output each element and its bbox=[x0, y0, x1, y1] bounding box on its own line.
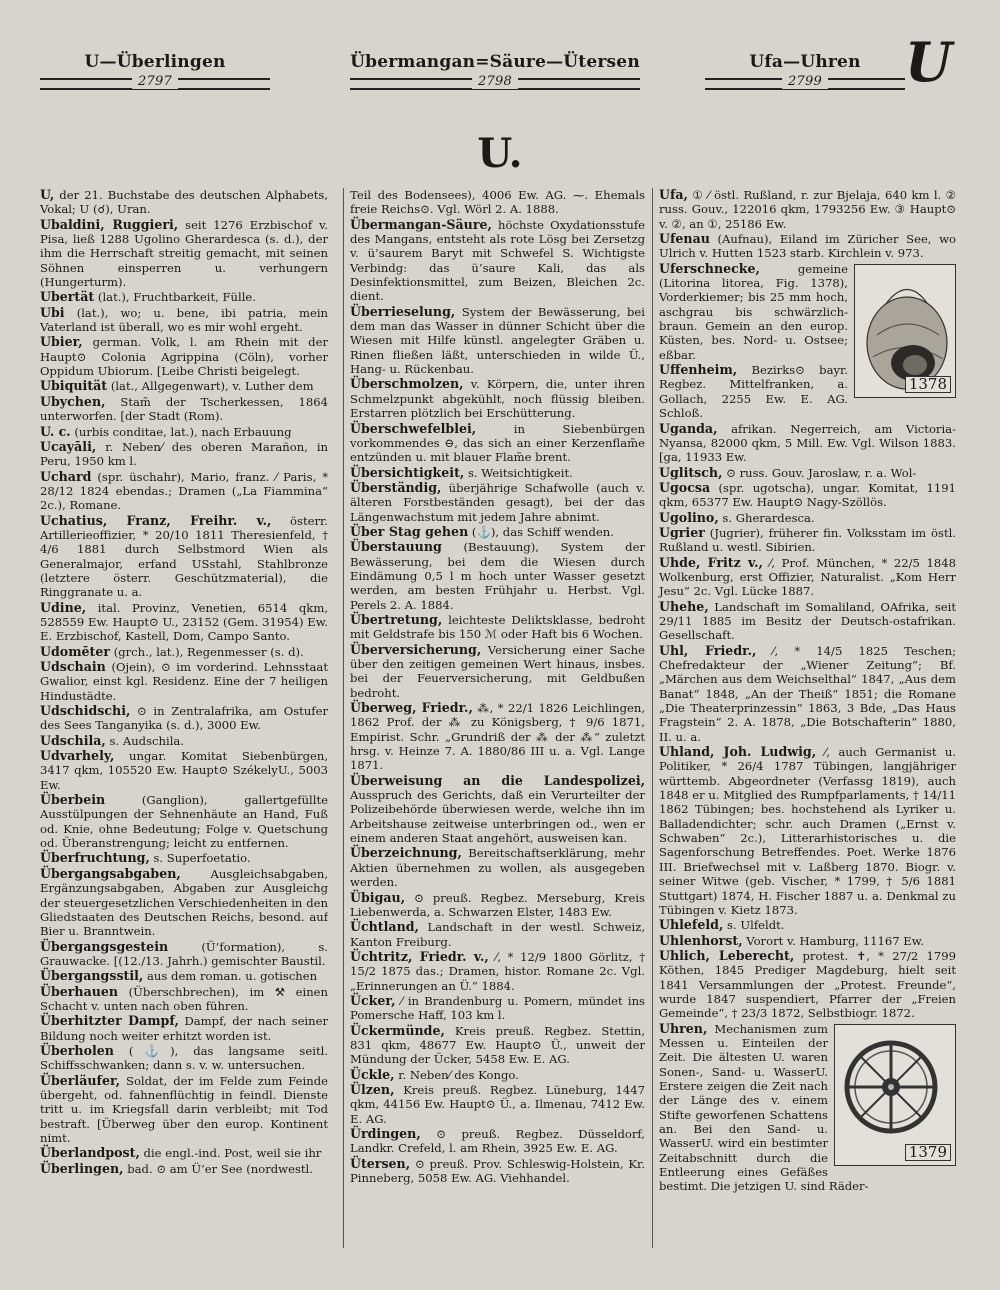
dictionary-entry bbox=[40, 514, 328, 600]
entry-text: (spr. ugotscha), ungar. Komitat, 1191 qkm, 65377 Ew. Haupt⊙ Nagy-Szöllös. bbox=[659, 480, 956, 510]
dictionary-entry bbox=[40, 969, 328, 983]
dictionary-entry bbox=[350, 613, 645, 642]
dictionary-entry bbox=[350, 1083, 645, 1126]
entry-text: österr. Artillerieoffizier, * 20/10 1811 Theresienfeld, † 4/6 1881 durch Selbstmord Wien als Generalmajor, erfand USstahl, Stahlbronze (letztere österr. Geschützmaterial), die Ringgranate u. a. bbox=[40, 513, 328, 600]
entry-headword: Ubaldini, Ruggieri, bbox=[40, 216, 179, 232]
entry-text: der 21. Buchstabe des deutschen Alphabets, Vokal; U (☌), Uran. bbox=[40, 188, 328, 217]
entry-headword: Uhland, Joh. Ludwig, bbox=[659, 744, 817, 760]
dictionary-entry bbox=[40, 601, 328, 644]
dictionary-entry bbox=[40, 867, 328, 939]
section-letter: U bbox=[905, 30, 953, 94]
entry-text: (Ojein), ⊙ im vorderind. Lehnsstaat Gwalior, einst kgl. Residenz. Eine der 7 heiligen Hindustädte. bbox=[40, 660, 328, 703]
entry-text: gemeine (Litorina litorea, Fig. 1378), Vorderkiemer; bis 25 mm hoch, aschgrau bis schwärzlich-braun. Gemein an den europ. Küsten, bes. Nord- u. Ostsee; eßbar. bbox=[659, 261, 848, 362]
dictionary-entry bbox=[659, 1022, 956, 1194]
entry-headword: Ufa, bbox=[659, 188, 688, 202]
dictionary-entry bbox=[40, 306, 328, 335]
entry-headword: Uchard bbox=[40, 468, 92, 484]
page-number-left: 2797 bbox=[132, 74, 178, 89]
entry-text: Kreis preuß. Regbez. Stettin, 831 qkm, 48677 Ew. Haupt⊙ Ü., unweit der Mündung der Ücker, 5458 Ew. E. AG. bbox=[350, 1023, 645, 1067]
entry-headword: Ürdingen, bbox=[350, 1126, 421, 1141]
entry-headword: Uhl, Friedr., bbox=[659, 642, 757, 658]
dictionary-entry bbox=[40, 425, 328, 439]
entry-text: s. Ulfeldt. bbox=[727, 918, 785, 933]
entry-headword: Überlingen, bbox=[40, 1160, 124, 1176]
entry-text: ⁄, Prof. München, * 22/5 1848 Wolkenburg, erst Offizier, Naturalist. „Kom Herr Jesu“ 2c. Vgl. Lücke 1887. bbox=[659, 555, 956, 599]
dictionary-entry bbox=[659, 600, 956, 643]
entry-text: Bezirks⊙ bayr. Regbez. Mittelfranken, a. Gollach, 2255 Ew. E. AG. Schloß. bbox=[659, 363, 849, 421]
entry-headword: Uchatius, Franz, Freihr. v., bbox=[40, 512, 272, 528]
entry-text: german. Volk, l. am Rhein mit der Haupt⊙ Colonia Agrippina (Cöln), vorher Oppidum Ubiorum. [Leibe Christi beigelegt. bbox=[40, 335, 328, 379]
header-center bbox=[350, 52, 640, 90]
entry-text: ⁄, * 12/9 1800 Görlitz, † 15/2 1875 das.; Dramen, histor. Romane 2c. Vgl. „Erinnerungen an Ü.“ 1884. bbox=[350, 949, 645, 993]
entry-headword: Uhehe, bbox=[659, 598, 709, 614]
dictionary-entry bbox=[659, 481, 956, 510]
entry-headword: Überfruchtung, bbox=[40, 850, 150, 866]
entry-text: Kreis preuß. Regbez. Lüneburg, 1447 qkm, 44156 Ew. Haupt⊙ Ü., a. Ilmenau, 7412 Ew. E. AG. bbox=[350, 1082, 645, 1126]
entry-headword: U. c. bbox=[40, 423, 71, 439]
entry-headword: Ugrier bbox=[659, 524, 705, 540]
entry-text: in Siebenbürgen vorkommendes ⊖, das sich an einer Kerzenflam̃e entzünden u. mit blauer Flam̃e brent. bbox=[350, 421, 645, 465]
header-right-rule bbox=[705, 74, 905, 90]
entry-text: Dampf, der nach seiner Bildung noch weiter erhitzt worden ist. bbox=[40, 1014, 328, 1043]
entry-text: s. Superfoetatio. bbox=[153, 851, 251, 866]
dictionary-entry bbox=[659, 949, 956, 1021]
entry-headword: Uganda, bbox=[659, 420, 718, 436]
entry-headword: Uglitsch, bbox=[659, 464, 723, 480]
header-left bbox=[40, 52, 270, 90]
dictionary-entry bbox=[659, 918, 956, 932]
column-1 bbox=[40, 188, 328, 1248]
clock-wheel-illustration bbox=[834, 1024, 956, 1166]
entry-text: Ausgleichsabgaben, Ergänzungsabgaben, Abgaben zur Ausgleichg der steuergesetzlichen Verschiedenheiten in den Gliedstaaten des Deutschen Reichs, besond. auf Bier u. Branntwein. bbox=[40, 866, 328, 939]
dictionary-entry bbox=[350, 481, 645, 524]
dictionary-entry bbox=[350, 891, 645, 920]
entry-text: Soldat, der im Felde zum Feinde übergeht, od. fahnenflüchtig in feindl. Dienste tritt u. im Kriegsfall darin verbleibt; mit Tod bestraft. [Überweg über den europ. Kontinent nimt. bbox=[40, 1073, 328, 1145]
entry-headword: Udschila, bbox=[40, 732, 106, 748]
entry-headword: U, bbox=[40, 188, 55, 202]
entry-headword: Überzeichnung, bbox=[350, 845, 462, 861]
entry-text: ⊙ preuß. Regbez. Düsseldorf, Landkr. Crefeld, l. am Rhein, 3925 Ew. E. AG. bbox=[350, 1127, 645, 1156]
entry-text: (spr. üschahr), Mario, franz. ⁄ Paris, * 28/12 1824 ebendas.; Dramen („La Fiammina“ 2c.), Romane. bbox=[40, 469, 328, 513]
entry-text: (lat.), Fruchtbarkeit, Fülle. bbox=[97, 290, 256, 305]
entry-headword: Übertretung, bbox=[350, 611, 443, 627]
dictionary-entry bbox=[40, 704, 328, 733]
entry-text: ital. Provinz, Venetien, 6514 qkm, 528559 Ew. Haupt⊙ U., 23152 (Gem. 31954) Ew. E. Erzbischof, Kastell, Dom, Campo Santo. bbox=[40, 600, 328, 644]
entry-text: leichteste Deliktsklasse, bedroht mit Geldstrafe bis 150 ℳ oder Haft bis 6 Wochen. bbox=[350, 612, 645, 642]
entry-text: ⊙ russ. Gouv. Jaroslaw, r. a. Wol- bbox=[726, 465, 917, 480]
entry-text: ⁄ in Brandenburg u. Pomern, mündet ins Pomersche Haff, 103 km l. bbox=[350, 993, 645, 1023]
entry-text: (⚓), das Schiff wenden. bbox=[471, 524, 614, 539]
dictionary-entry bbox=[350, 525, 645, 539]
entry-headword: Ücker, bbox=[350, 992, 396, 1008]
dictionary-entry bbox=[40, 470, 328, 513]
entry-text: Bereitschaftserklärung, mehr Aktien übernehmen zu wollen, als ausgegeben werden. bbox=[350, 846, 645, 890]
entry-text: Landschaft in der westl. Schweiz, Kanton Freiburg. bbox=[350, 920, 645, 949]
dictionary-entry bbox=[40, 1074, 328, 1146]
entry-text: (Überschbrechen), im ⚒ einen Schacht v. unten nach oben führen. bbox=[40, 984, 328, 1013]
dictionary-entry bbox=[40, 749, 328, 792]
dictionary-entry bbox=[40, 1162, 328, 1176]
entry-text: System der Bewässerung, bei dem man das Wasser in dünner Schicht über die Wiesen mit Hilfe künstl. angelegter Gräben u. Rinen fließen läßt, unterschieden in wilde Ü., Hang- u. Rückenbau. bbox=[350, 304, 645, 377]
entry-headword: Ubier, bbox=[40, 334, 83, 350]
dictionary-entry bbox=[40, 379, 328, 393]
dictionary-entry bbox=[350, 994, 645, 1023]
entry-headword: Udschidschi, bbox=[40, 703, 131, 719]
dictionary-entry bbox=[40, 440, 328, 469]
dictionary-entry bbox=[350, 305, 645, 377]
dictionary-entry bbox=[350, 218, 645, 304]
header-left-rule bbox=[40, 74, 270, 90]
entry-headword: Ubiquität bbox=[40, 378, 108, 394]
entry-headword: Uhlenhorst, bbox=[659, 932, 743, 948]
entry-headword: Üchtritz, Friedr. v., bbox=[350, 948, 489, 964]
entry-headword: Uffenheim, bbox=[659, 362, 738, 378]
dictionary-entry bbox=[659, 526, 956, 555]
entry-headword: Übergangsgestein bbox=[40, 938, 169, 954]
dictionary-entry bbox=[350, 1024, 645, 1067]
dictionary-entry bbox=[659, 466, 956, 480]
column-2 bbox=[343, 188, 645, 1248]
entry-headword: Überschmolzen, bbox=[350, 376, 464, 392]
entry-text: seit 1276 Erzbischof v. Pisa, ließ 1288 Ugolino Gherardesca (s. d.), der ihm die Herrschaft streitig gemacht, mit seinen Söhnen einsperren u. verhungern (Hungerturm). bbox=[40, 217, 328, 290]
entry-headword: Übersichtigkeit, bbox=[350, 464, 465, 480]
entry-text: Landschaft im Somaliland, OAfrika, seit 29/11 1885 im Besitz der Deutsch-ostafrikan. Gesellschaft. bbox=[659, 599, 956, 643]
entry-headword: Ückermünde, bbox=[350, 1022, 445, 1038]
entry-text: (Bestauung), System der Bewässerung, bei dem die Wiesen durch Eindämung 0,5 l m hoch unter Wasser gesetzt werden, am besten Frühjahr u. Herbst. Vgl. Perels 2. A. 1884. bbox=[350, 540, 645, 612]
dictionary-entry bbox=[350, 950, 645, 993]
entry-headword: Übergangsstil, bbox=[40, 968, 144, 984]
header-left-title: U—Überlingen bbox=[84, 52, 226, 72]
entry-headword: Übermangan-Säure, bbox=[350, 216, 492, 232]
dictionary-entry bbox=[40, 734, 328, 748]
dictionary-entry bbox=[350, 701, 645, 773]
text-columns bbox=[40, 188, 956, 1248]
periwinkle-snail-illustration bbox=[854, 264, 956, 398]
entry-headword: Uhlefeld, bbox=[659, 917, 724, 933]
page-header bbox=[40, 52, 940, 112]
entry-headword: Ütersen, bbox=[350, 1155, 411, 1171]
entry-headword: Ugolino, bbox=[659, 509, 719, 525]
entry-headword: Überholen bbox=[40, 1042, 114, 1058]
entry-text: ⊙ preuß. Prov. Schleswig-Holstein, Kr. Pinneberg, 5058 Ew. AG. Viehhandel. bbox=[350, 1156, 645, 1186]
dictionary-entry bbox=[40, 395, 328, 424]
page-number-center: 2798 bbox=[472, 74, 518, 89]
entry-text: (Ganglion), gallertgefüllte Ausstülpungen der Sehnenhäute an Hand, Fuß od. Knie, ohne Bedeutung; Folge v. Quetschung od. Überanstrengung; leicht zu entfernen. bbox=[40, 793, 328, 851]
dictionary-entry bbox=[659, 511, 956, 525]
entry-text: ⁄, auch Germanist u. Politiker, * 26/4 1787 Tübingen, langjähriger württemb. Abgeordneter (Verfassg 1819), auch 1848 er u. Mitglied des Rumpfparlaments, † 14/11 1862 Tübingen; bes. hochstehend als Lyriker u. Balladendichter; schr. auch Dramen („Ernst v. Schwaben“ 2c.), Litterarhistorisches u. die Sagenforschung Betreffendes. Poet. Werke 1876 III. Briefwechsel mit v. Laßberg 1870. Biogr. v. seiner Witwe (geb. Vischer, * 1799, † 5/6 1881 Stuttgart) 1874, H. Fischer 1887 u. a. Denkmal zu Tübingen v. Kietz 1873. bbox=[659, 745, 956, 917]
entry-text: afrikan. Negerreich, am Victoria-Nyansa, 82000 qkm, 5 Mill. Ew. Vgl. Wilson 1883. [ga, 11933 Ew. bbox=[659, 421, 956, 465]
entry-text: ungar. Komitat Siebenbürgen, 3417 qkm, 105520 Ew. Haupt⊙ SzékelyU., 5003 Ew. bbox=[40, 749, 328, 792]
entry-text: s. Audschila. bbox=[109, 733, 185, 748]
page-number-right: 2799 bbox=[782, 74, 828, 89]
entry-headword: Udvarhely, bbox=[40, 748, 115, 764]
entry-headword: Udomēter bbox=[40, 643, 110, 659]
dictionary-entry bbox=[40, 851, 328, 865]
entry-headword: Uferschnecke, bbox=[659, 260, 760, 276]
dictionary-entry bbox=[350, 466, 645, 480]
dictionary-entry bbox=[350, 774, 645, 846]
dictionary-entry bbox=[40, 793, 328, 850]
entry-headword: Überrieselung, bbox=[350, 303, 456, 319]
entry-headword: Üchtland, bbox=[350, 919, 419, 935]
entry-text: die engl.-ind. Post, weil sie ihr bbox=[143, 1146, 322, 1161]
entry-text: Stam̃ der Tscherkessen, 1864 unterworfen. [der Stadt (Rom). bbox=[40, 394, 328, 424]
entry-text: (lat., Allgegenwart), v. Luther dem bbox=[110, 379, 314, 394]
entry-text: Ausspruch des Gerichts, daß ein Verurteilter der Polizeibehörde überwiesen werde, welche ihn im Arbeitshause zeitweise unterbringen od., wen er einem anderen Staat angehört, ausweisen kan. bbox=[350, 788, 645, 846]
entry-text: (grch., lat.), Regenmesser (s. d). bbox=[113, 644, 304, 659]
entry-headword: Überstauung bbox=[350, 539, 442, 555]
dictionary-entry bbox=[659, 188, 956, 231]
entry-text: Teil des Bodensees), 4006 Ew. AG. ⁓. Ehemals freie Reichs⊙. Vgl. Wörl 2. A. 1888. bbox=[350, 188, 645, 217]
entry-text: s. Gherardesca. bbox=[722, 510, 815, 525]
figure-number: 1378 bbox=[905, 376, 951, 392]
dictionary-entry bbox=[350, 846, 645, 889]
entry-headword: Übergangsabgaben, bbox=[40, 865, 181, 881]
entry-text: bad. ⊙ am Ü’er See (nordwestl. bbox=[127, 1161, 313, 1176]
entry-headword: Überhauen bbox=[40, 983, 119, 999]
entry-headword: Ubi bbox=[40, 304, 65, 320]
entry-text: v. Körpern, die, unter ihren Schmelzpunkt abgekühlt, noch flüssig bleiben. Erstarren plötzlich bei Erschütterung. bbox=[350, 377, 645, 421]
entry-headword: Ugocsa bbox=[659, 479, 711, 495]
entry-text: ⁄, * 14/5 1825 Teschen; Chefredakteur der „Wiener Zeitung“; Bf. „Märchen aus dem Weichselthal“ 1847, „Aus dem Banat“ 1848, „An der Theiß“ 1851; die Romane „Die Theaterprinzessin“ 1863, 3 Bde, „Das Haus Fragstein“ 2. A. 1878, „Die Botschafterin“ 1880, II. u. a. bbox=[659, 643, 956, 744]
entry-text: aus dem roman. u. gotischen bbox=[147, 969, 318, 984]
dictionary-entry bbox=[40, 218, 328, 290]
dictionary-entry bbox=[350, 1157, 645, 1186]
entry-text: Vorort v. Hamburg, 11167 Ew. bbox=[746, 933, 925, 948]
dictionary-entry bbox=[659, 745, 956, 917]
column-3 bbox=[652, 188, 956, 1248]
entry-headword: Uhde, Fritz v., bbox=[659, 554, 763, 570]
entry-text: ⊙ in Zentralafrika, am Ostufer des Sees Tanganyika (s. d.), 3000 Ew. bbox=[40, 704, 328, 733]
entry-headword: Ülzen, bbox=[350, 1081, 395, 1097]
entry-text: r. Neben⁄ des Kongo. bbox=[398, 1067, 519, 1082]
entry-text: ⁂, * 22/1 1826 Leichlingen, 1862 Prof. der ⁂ zu Königsberg, † 9/6 1871, Empirist. Schr. „Grundriß der ⁂ der ⁂“ zuletzt hrsg. v. Heinze 7. A. 1880/86 III u. a. Vgl. Lange 1871. bbox=[350, 701, 645, 773]
entry-text: (urbis conditae, lat.), nach Erbauung bbox=[74, 424, 292, 439]
header-center-rule bbox=[350, 74, 640, 90]
entry-text: überjährige Schafwolle (auch v. älteren Forstbeständen gesagt), bei der das Längenwachstum mit jedem Jahre abnimt. bbox=[350, 480, 645, 524]
entry-text: ⊙ preuß. Regbez. Merseburg, Kreis Liebenwerda, a. Schwarzen Elster, 1483 Ew. bbox=[350, 890, 645, 919]
section-title: U. bbox=[477, 130, 523, 177]
entry-headword: Überhitzter Dampf, bbox=[40, 1013, 179, 1029]
dictionary-entry bbox=[350, 377, 645, 420]
entry-headword: Überständig, bbox=[350, 479, 442, 495]
dictionary-entry bbox=[40, 1044, 328, 1073]
dictionary-entry bbox=[659, 232, 956, 261]
entry-headword: Überläufer, bbox=[40, 1072, 121, 1088]
entry-text: Versicherung einer Sache über den zeitigen gemeinen Wert hinaus, insbes. bei der Feuerversicherung, mit Geldbußen bedroht. bbox=[350, 642, 645, 700]
dictionary-entry bbox=[40, 1014, 328, 1043]
entry-headword: Ückle, bbox=[350, 1066, 395, 1082]
dictionary-entry bbox=[659, 422, 956, 465]
header-right bbox=[705, 52, 905, 90]
entry-text: s. Weitsichtigkeit. bbox=[467, 465, 573, 480]
entry-text: (Ü’formation), s. Grauwacke. [(12./13. Jahrh.) gemischter Baustil. bbox=[40, 939, 328, 968]
dictionary-entry bbox=[40, 660, 328, 703]
dictionary-entry bbox=[40, 985, 328, 1014]
dictionary-entry bbox=[40, 290, 328, 304]
entry-text: (Aufnau), Eiland im Züricher See, wo Ulrich v. Hutten 1523 starb. Kirchlein v. 973. bbox=[659, 232, 956, 261]
entry-text: ① ⁄ östl. Rußland, r. zur Bjelaja, 640 km l. ② russ. Gouv., 122016 qkm, 1793256 Ew. ③ Haupt⊙ v. ②, an ①, 25186 Ew. bbox=[659, 188, 956, 231]
entry-headword: Ucayāli, bbox=[40, 438, 97, 454]
entry-headword: Überlandpost, bbox=[40, 1145, 140, 1161]
dictionary-entry bbox=[659, 556, 956, 599]
dictionary-entry bbox=[659, 934, 956, 948]
dictionary-entry bbox=[40, 645, 328, 659]
dictionary-entry bbox=[350, 643, 645, 700]
dictionary-entry bbox=[350, 1068, 645, 1082]
entry-text: r. Neben⁄ des oberen Marañon, in Peru, 1950 km l. bbox=[40, 439, 328, 469]
entry-headword: Uhren, bbox=[659, 1020, 708, 1036]
dictionary-entry bbox=[40, 940, 328, 969]
entry-headword: Überbein bbox=[40, 792, 106, 808]
header-center-title: Übermangan=Säure—Ütersen bbox=[350, 52, 640, 72]
entry-headword: Überweg, Friedr., bbox=[350, 700, 473, 716]
dictionary-entry bbox=[659, 644, 956, 744]
entry-text: (⚓), das langsame seitl. Schiffsschwanken; dann s. v. w. untersuchen. bbox=[40, 1043, 328, 1073]
figure-number: 1379 bbox=[905, 1144, 951, 1160]
entry-headword: Über Stag gehen bbox=[350, 523, 469, 539]
dictionary-entry bbox=[40, 1146, 328, 1160]
entry-headword: Überweisung an die Landespolizei, bbox=[350, 772, 645, 788]
entry-text: (lat.), wo; u. bene, ibi patria, mein Vaterland ist überall, wo es mir wohl ergeht. bbox=[40, 305, 328, 335]
entry-headword: Udschain bbox=[40, 659, 106, 674]
entry-text: höchste Oxydationsstufe des Mangans, entsteht als rote Lösg bei Zersetzg v. ü’saurem Baryt mit Schwefel S. Wichtigste Verbindg: das ü’saure Kali, das als Desinfektionsmittel, zum Beizen, Bleichen 2c. dient. bbox=[350, 217, 645, 304]
dictionary-entry bbox=[350, 188, 645, 217]
dictionary-entry bbox=[350, 540, 645, 612]
entry-headword: Uhlich, Leberecht, bbox=[659, 947, 795, 963]
entry-headword: Übigau, bbox=[350, 889, 406, 905]
entry-headword: Ubychen, bbox=[40, 393, 106, 409]
entry-text: protest. ✝, * 27/2 1799 Köthen, 1845 Prediger Magdeburg, hielt seit 1841 Versammlungen der „Protest. Freunde“, wurde 1847 suspendiert, Pfarrer der „Freien Gemeinde“, † 23/3 1872, Selbstbiogr. 1872. bbox=[659, 948, 956, 1021]
dictionary-entry bbox=[40, 188, 328, 217]
header-right-title: Ufa—Uhren bbox=[749, 52, 861, 72]
entry-headword: Überschwefelblei, bbox=[350, 420, 477, 436]
dictionary-entry bbox=[350, 1127, 645, 1156]
dictionary-entry bbox=[350, 422, 645, 465]
entry-headword: Udine, bbox=[40, 599, 87, 615]
dictionary-entry bbox=[40, 335, 328, 378]
entry-text: (Jugrier), früherer fin. Volksstam im östl. Rußland u. westl. Sibirien. bbox=[659, 525, 956, 555]
entry-text: Mechanismen zum Messen u. Einteilen der Zeit. Die ältesten U. waren Sonen-, Sand- u. WasserU. Erstere zeigen die Zeit nach der Länge des v. einem Stifte geworfenen Schattens an. Bei den Sand- u. WasserU. wird ein bestimter Zeitabschnitt durch die Entleerung eines Gefäßes bestimt. Die jetzigen U. sind Räder- bbox=[659, 1021, 869, 1194]
entry-headword: Überversicherung, bbox=[350, 641, 482, 657]
entry-headword: Ubertät bbox=[40, 289, 95, 305]
entry-headword: Ufenau bbox=[659, 231, 710, 247]
dictionary-entry bbox=[350, 920, 645, 949]
